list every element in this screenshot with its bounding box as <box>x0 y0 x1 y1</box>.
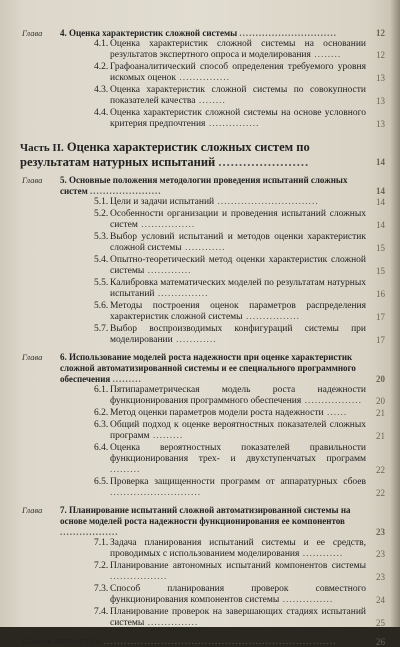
section-6-1: 6.1. Пятипараметрическая модель роста надежности функционирования программного обеспечения ................. 20 <box>94 385 385 406</box>
section-4-1: 4.1. Оценка характеристик сложной системы на основании результатов экспертного опроса и моделирования ........ 12 <box>94 39 385 60</box>
section-5-7: 5.7. Выбор воспроизводимых конфигураций системы при моделировании ............ 17 <box>94 324 385 345</box>
section-5-5: 5.5. Калибровка математических моделей по результатам натурных испытаний ............... 16 <box>94 278 385 299</box>
section-6-3: 6.3. Общий подход к оценке вероятностных показателей сложных программ ......... 21 <box>94 420 385 441</box>
section-6-4: 6.4. Оценка вероятностных показателей правильности функционирования трех- и двухступенчатых программ ......... 22 <box>94 443 385 475</box>
part-title: Часть II. Оценка характеристик сложных систем по результатам натурных испытаний ...................... 14 <box>20 140 385 169</box>
section-5-3: 5.3. Выбор условий испытаний и методов оценки характеристик сложной системы ............ 15 <box>94 232 385 253</box>
section-5-2: 5.2. Особенности организации и проведения испытаний сложных систем ................ 14 <box>94 209 385 230</box>
section-4-2: 4.2. Графоаналитический способ определения требуемого уровня искомых оценок ............... 13 <box>94 62 385 83</box>
chapter-title: 5. Основные положения методологии проведения испытаний сложных систем ...................... 14 <box>60 175 385 196</box>
chapter-title: 7. Планирование испытаний сложной автоматизированной системы на основе моделей роста надежности функционирования ее компонентов .................. 23 <box>60 505 385 537</box>
bibliography-entry: Список литературы ..................................................................... 26 <box>22 637 385 647</box>
section-7-1: 7.1. Задача планирования испытаний системы и ее средств, проводимых с использованием моделирования ............ 23 <box>94 538 385 559</box>
chapter-4 <box>14 28 386 39</box>
chapter-6: Глава 6. Использование моделей роста надежности при оценке характеристик сложной автоматизированной системы и ее специального программного обеспечения ......... 20 <box>22 352 385 384</box>
chapter-5: Глава 5. Основные положения методологии проведения испытаний сложных систем ...................... 14 <box>22 175 385 196</box>
section-7-4: 7.4. Планирование проверок на завершающих стадиях испытаний системы ............... 25 <box>94 607 385 628</box>
section-4-4: 4.4. Оценка характеристик сложной системы на основе условного критерия предпочтения ............... 13 <box>94 108 385 129</box>
chapter-7: Глава 7. Планирование испытаний сложной автоматизированной системы на основе моделей роста надежности функционирования ее компонентов .................. 23 <box>22 505 385 537</box>
section-6-5: 6.5. Проверка защищенности программ от аппаратурных сбоев ........................... 22 <box>94 477 385 498</box>
section-7-3: 7.3. Способ планирования проверок совместного функционирования компонентов системы ............... 24 <box>94 584 385 605</box>
section-6-2: 6.2. Метод оценки параметров модели роста надежности ...... 21 <box>94 408 385 418</box>
section-7-2: 7.2. Планирование автономных испытаний компонентов системы ................. 23 <box>94 561 385 582</box>
chapter-label: Глава <box>22 28 43 38</box>
section-5-4: 5.4. Опытно-теоретический метод оценки характеристик сложной системы ............. 15 <box>94 255 385 276</box>
chapter-title: 4. Оценка характеристик сложной системы .............................. 12 <box>60 28 385 38</box>
section-5-1: 5.1. Цели и задачи испытаний .............................. 14 <box>94 197 385 207</box>
section-5-6: 5.6. Методы построения оценок параметров распределения характеристик сложной системы ................ 17 <box>94 301 385 322</box>
part-2 <box>14 140 386 169</box>
section-4-3: 4.3. Оценка характеристик сложной системы по совокупности показателей качества ........ 13 <box>94 85 385 106</box>
chapter-title: 6. Использование моделей роста надежности при оценке характеристик сложной автоматизированной системы и ее специального программного обеспечения ......... 20 <box>60 352 385 384</box>
table-of-contents <box>14 22 386 647</box>
